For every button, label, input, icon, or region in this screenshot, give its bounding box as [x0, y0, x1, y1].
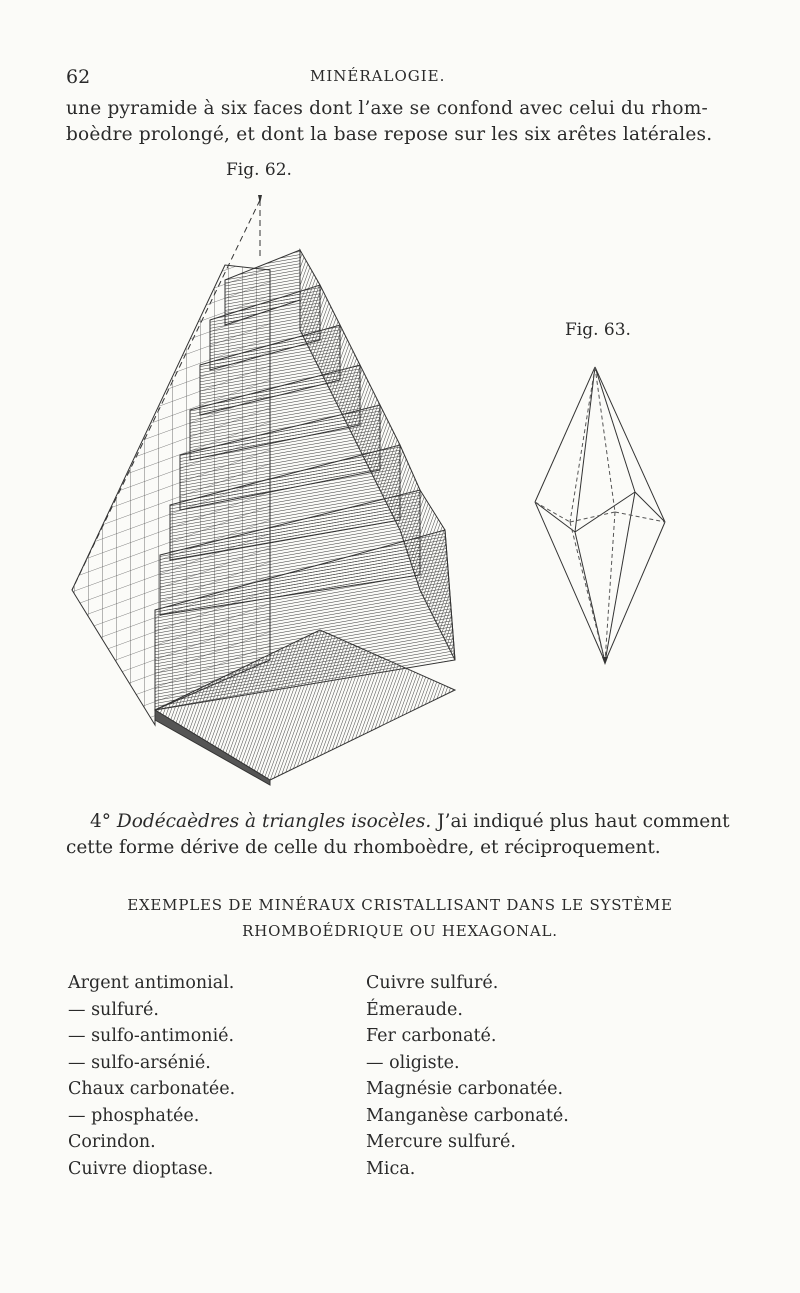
section-title: EXEMPLES DE MINÉRAUX CRISTALLISANT DANS LE SYSTÈME — [127, 896, 673, 914]
list-item: — sulfo-arsénié. — [68, 1052, 211, 1073]
list-item: Mercure sulfuré. — [366, 1132, 516, 1152]
item-number: 4° — [90, 811, 112, 832]
list-item: Cuivre sulfuré. — [366, 973, 499, 993]
body-text-line — [90, 811, 730, 832]
list-item: Mica. — [366, 1158, 416, 1179]
list-item: — phosphatée. — [68, 1105, 200, 1126]
mineral-list-left — [68, 970, 235, 1182]
list-item: — sulfo-antimonié. — [68, 1026, 235, 1046]
list-item: Émeraude. — [366, 999, 463, 1020]
figure-63-caption: Fig. 63. — [565, 320, 631, 340]
running-head: MINÉRALOGIE. — [310, 67, 446, 85]
list-item: — sulfuré. — [68, 999, 159, 1020]
list-item: — oligiste. — [366, 1052, 460, 1073]
section-title: RHOMBOÉDRIQUE OU HEXAGONAL. — [242, 922, 558, 940]
italic-heading: Dodécaèdres à triangles isocèles. — [116, 811, 432, 832]
list-item: Manganèse carbonaté. — [366, 1105, 569, 1126]
list-item: Fer carbonaté. — [366, 1026, 497, 1046]
figure-62-crystal-steps-illustration — [60, 190, 480, 790]
list-item: Argent antimonial. — [68, 973, 235, 993]
mineral-list-right — [366, 970, 569, 1182]
body-text-line: une pyramide à six faces dont l’axe se confond avec celui du rhom- — [66, 98, 708, 119]
list-item: Cuivre dioptase. — [68, 1158, 214, 1179]
figure-62-caption: Fig. 62. — [226, 160, 292, 180]
page-number: 62 — [66, 66, 91, 88]
body-text: J’ai indiqué plus haut comment — [437, 811, 730, 832]
list-item: Magnésie carbonatée. — [366, 1079, 564, 1099]
list-item: Chaux carbonatée. — [68, 1079, 236, 1099]
body-text-line: cette forme dérive de celle du rhomboèdre, et réciproquement. — [66, 837, 661, 858]
figure-63-dodecahedron-illustration — [525, 362, 675, 672]
body-text-line: boèdre prolongé, et dont la base repose sur les six arêtes latérales. — [66, 124, 713, 145]
list-item: Corindon. — [68, 1132, 156, 1152]
